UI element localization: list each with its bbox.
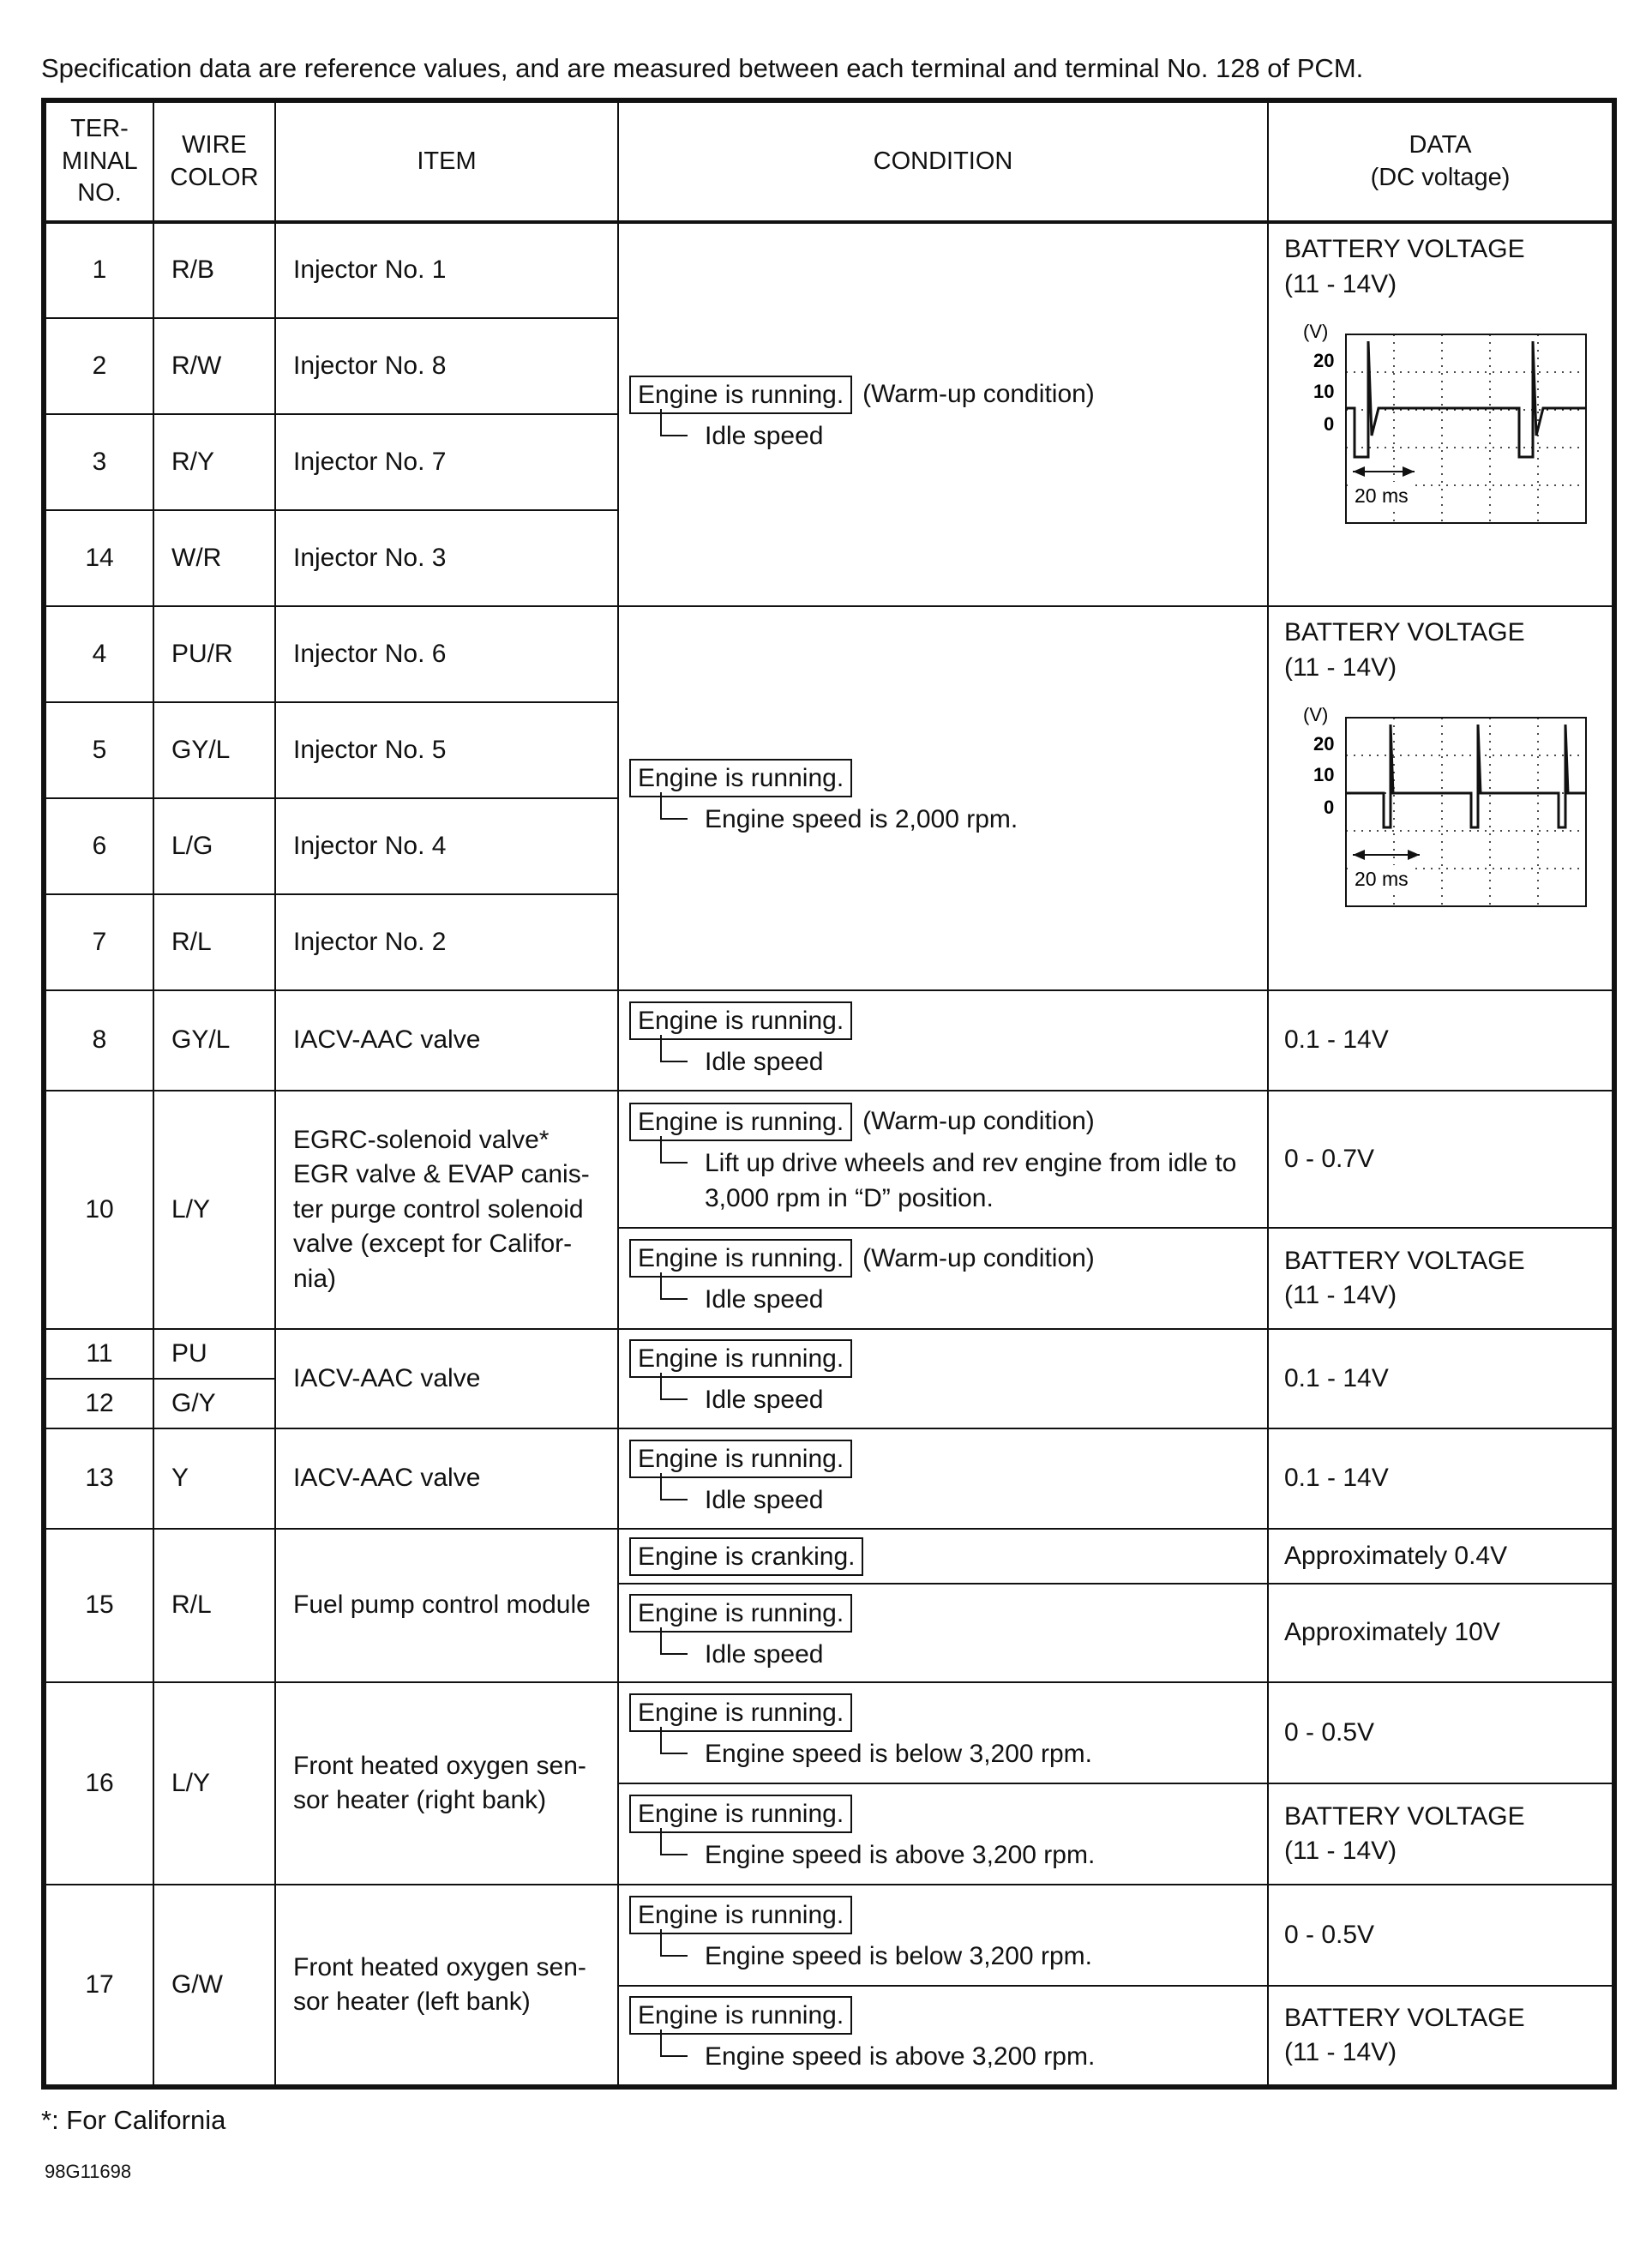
condition-box: Engine is running. [629, 1693, 852, 1732]
figure-id: 98G11698 [45, 2161, 132, 2182]
condition-box: Engine is running. [629, 1001, 852, 1040]
condition-cell [618, 1885, 1268, 1986]
condition-cell [618, 1529, 1268, 1584]
data-cell [1268, 222, 1614, 606]
condition-cell [618, 1428, 1268, 1529]
footnote: *: For California [41, 2105, 226, 2135]
data-value: BATTERY VOLTAGE [1284, 235, 1525, 263]
table-row [44, 1529, 1614, 1584]
condition-sub: Idle speed [629, 1045, 1257, 1080]
terminal-no: 12 [44, 1379, 153, 1428]
terminal-no: 5 [44, 702, 153, 798]
item-name: Injector No. 2 [275, 894, 618, 990]
terminal-no: 2 [44, 318, 153, 414]
condition-sub: Engine speed is 2,000 rpm. [629, 803, 1257, 838]
terminal-no: 6 [44, 798, 153, 894]
intro-note: Specification data are reference values, and are measured between each terminal and terminal No. 128 of PCM. [41, 53, 1364, 83]
condition-box: Engine is running. [629, 1996, 852, 2035]
voltage-waveform-1 [1295, 316, 1595, 530]
item-name: Injector No. 4 [275, 798, 618, 894]
condition-box: Engine is running. [629, 1339, 852, 1378]
condition-box: Engine is running. [629, 1239, 852, 1278]
wire-color: L/Y [153, 1091, 275, 1329]
condition-note: (Warm-up condition) [862, 1107, 1095, 1136]
condition-sub: Engine speed is below 3,200 rpm. [629, 1939, 1257, 1975]
wire-color: PU/R [153, 606, 275, 702]
waveform-trace [1346, 341, 1586, 457]
table-row [44, 1428, 1614, 1529]
condition-sub: Lift up drive wheels and rev engine from idle to 3,000 rpm in “D” position. [629, 1146, 1257, 1216]
data-value: 0 - 0.7V [1268, 1091, 1614, 1228]
item-name: IACV-AAC valve [275, 1428, 618, 1529]
data-range: (11 - 14V) [1284, 1837, 1397, 1865]
terminal-no: 10 [44, 1091, 153, 1329]
condition-box: Engine is running. [629, 1896, 852, 1934]
item-name: Front heated oxygen sen-sor heater (right bank) [275, 1682, 618, 1885]
item-name: Injector No. 8 [275, 318, 618, 414]
wire-color: G/Y [153, 1379, 275, 1428]
condition-box: Engine is running. [629, 376, 852, 414]
item-name: Injector No. 7 [275, 414, 618, 510]
terminal-no: 11 [44, 1329, 153, 1379]
terminal-no: 17 [44, 1885, 153, 2087]
waveform-tick-10: 10 [1313, 764, 1335, 785]
wire-color: R/Y [153, 414, 275, 510]
header-condition: CONDITION [618, 100, 1268, 222]
item-name: Injector No. 5 [275, 702, 618, 798]
condition-sub: Idle speed [629, 1638, 1257, 1673]
table-row [44, 222, 1614, 318]
condition-cell [618, 1682, 1268, 1783]
table-row [44, 1091, 1614, 1228]
wire-color: GY/L [153, 990, 275, 1091]
time-arrowhead-right [1408, 850, 1420, 860]
data-value: BATTERY VOLTAGE [1284, 1246, 1525, 1275]
wire-color: R/L [153, 894, 275, 990]
wire-color: PU [153, 1329, 275, 1379]
condition-sub: Idle speed [629, 1483, 1257, 1518]
condition-box: Engine is cranking. [629, 1537, 863, 1576]
condition-cell [618, 1091, 1268, 1228]
condition-box: Engine is running. [629, 1594, 852, 1633]
condition-cell [618, 1986, 1268, 2087]
terminal-no: 4 [44, 606, 153, 702]
condition-sub: Idle speed [629, 1283, 1257, 1318]
header-item: ITEM [275, 100, 618, 222]
terminal-no: 7 [44, 894, 153, 990]
data-range: (11 - 14V) [1284, 269, 1397, 298]
header-row [44, 100, 1614, 222]
data-range: (11 - 14V) [1284, 2038, 1397, 2066]
terminal-no: 3 [44, 414, 153, 510]
time-arrowhead-left [1353, 850, 1365, 860]
waveform-tick-20: 20 [1313, 733, 1335, 755]
wire-color: G/W [153, 1885, 275, 2087]
voltage-waveform-2 [1295, 699, 1595, 913]
terminal-spec-table [41, 98, 1617, 2090]
time-arrowhead-right [1403, 466, 1415, 477]
terminal-no: 13 [44, 1428, 153, 1529]
waveform-tick-20: 20 [1313, 350, 1335, 371]
table-row [44, 606, 1614, 702]
condition-note: (Warm-up condition) [862, 380, 1095, 408]
condition-box: Engine is running. [629, 759, 852, 797]
data-value: Approximately 0.4V [1268, 1529, 1614, 1584]
condition-cell [618, 1329, 1268, 1428]
time-scale-label: 20 ms [1355, 868, 1409, 890]
table-row [44, 1682, 1614, 1783]
item-name: Injector No. 3 [275, 510, 618, 606]
wire-color: R/B [153, 222, 275, 318]
condition-cell [618, 990, 1268, 1091]
data-value: 0.1 - 14V [1268, 990, 1614, 1091]
item-name: IACV-AAC valve [275, 1329, 618, 1428]
table-row [44, 1329, 1614, 1379]
wire-color: L/Y [153, 1682, 275, 1885]
data-value: BATTERY VOLTAGE [1284, 2003, 1525, 2032]
condition-cell [618, 1584, 1268, 1682]
data-value: 0 - 0.5V [1268, 1682, 1614, 1783]
waveform-tick-0: 0 [1324, 797, 1335, 818]
item-name: Injector No. 1 [275, 222, 618, 318]
time-scale-label: 20 ms [1355, 484, 1409, 507]
wire-color: W/R [153, 510, 275, 606]
condition-sub: Engine speed is below 3,200 rpm. [629, 1737, 1257, 1772]
data-value: BATTERY VOLTAGE [1284, 1801, 1525, 1831]
waveform-trace [1346, 725, 1586, 827]
condition-cell [618, 222, 1268, 606]
terminal-no: 1 [44, 222, 153, 318]
waveform-tick-10: 10 [1313, 381, 1335, 402]
item-name: Front heated oxygen sen-sor heater (left bank) [275, 1885, 618, 2087]
data-value: Approximately 10V [1268, 1584, 1614, 1682]
item-name: Fuel pump control module [275, 1529, 618, 1682]
data-cell [1268, 606, 1614, 990]
data-cell [1268, 1783, 1614, 1885]
data-value: 0 - 0.5V [1268, 1885, 1614, 1986]
wire-color: L/G [153, 798, 275, 894]
wire-color: GY/L [153, 702, 275, 798]
condition-sub: Idle speed [629, 419, 1257, 454]
item-name: EGRC-solenoid valve* EGR valve & EVAP canis-ter purge control solenoid valve (except for Califor-nia) [275, 1091, 618, 1329]
table-row [44, 990, 1614, 1091]
wire-color: R/W [153, 318, 275, 414]
condition-box: Engine is running. [629, 1795, 852, 1833]
condition-cell [618, 606, 1268, 990]
terminal-no: 14 [44, 510, 153, 606]
condition-box: Engine is running. [629, 1440, 852, 1478]
table-row [44, 1885, 1614, 1986]
condition-sub: Engine speed is above 3,200 rpm. [629, 1838, 1257, 1873]
wire-color: R/L [153, 1529, 275, 1682]
data-cell [1268, 1228, 1614, 1329]
data-value: BATTERY VOLTAGE [1284, 618, 1525, 646]
terminal-no: 15 [44, 1529, 153, 1682]
header-data: DATA (DC voltage) [1268, 100, 1614, 222]
condition-cell [618, 1228, 1268, 1329]
wire-color: Y [153, 1428, 275, 1529]
data-range: (11 - 14V) [1284, 1281, 1397, 1309]
item-name: Injector No. 6 [275, 606, 618, 702]
time-arrowhead-left [1353, 466, 1365, 477]
data-value: 0.1 - 14V [1268, 1428, 1614, 1529]
condition-note: (Warm-up condition) [862, 1243, 1095, 1272]
header-terminal: TER- MINAL NO. [44, 100, 153, 222]
condition-box: Engine is running. [629, 1103, 852, 1141]
terminal-no: 8 [44, 990, 153, 1091]
waveform-tick-0: 0 [1324, 413, 1335, 435]
waveform-unit: (V) [1303, 321, 1329, 342]
terminal-no: 16 [44, 1682, 153, 1885]
header-wire-color: WIRE COLOR [153, 100, 275, 222]
data-range: (11 - 14V) [1284, 652, 1397, 682]
data-value: 0.1 - 14V [1268, 1329, 1614, 1428]
data-cell [1268, 1986, 1614, 2087]
condition-sub: Engine speed is above 3,200 rpm. [629, 2040, 1257, 2075]
item-name: IACV-AAC valve [275, 990, 618, 1091]
condition-sub: Idle speed [629, 1383, 1257, 1418]
condition-cell [618, 1783, 1268, 1885]
waveform-unit: (V) [1303, 704, 1329, 725]
